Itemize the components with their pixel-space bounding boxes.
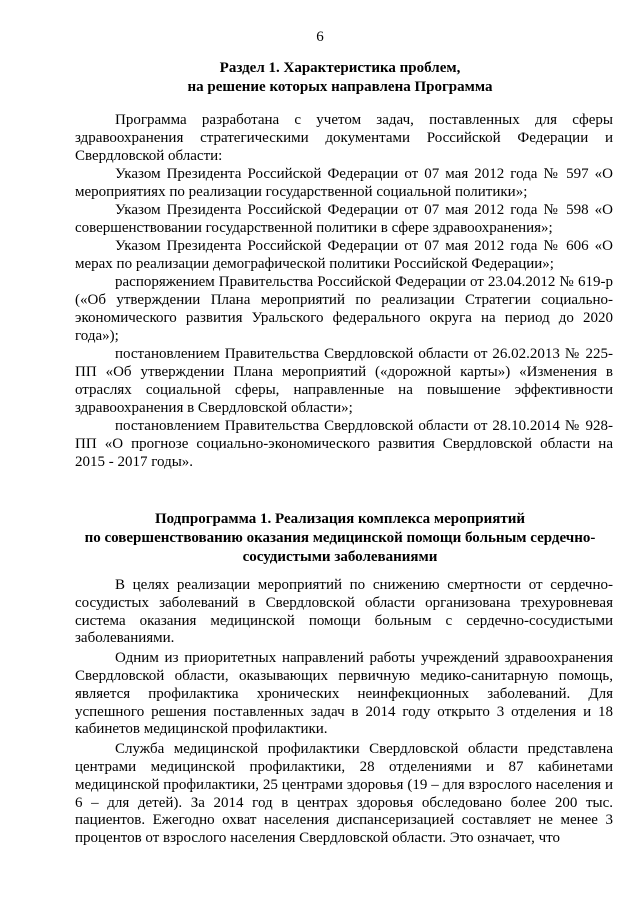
- paragraph: Служба медицинской профилактики Свердловской области представлена центрами медицинской профилактики, 28 отделениями и 87 кабинетами медицинской профилактики, 25 центрами здоровья (19 – для взрослого населения и 6 – для детей). За 2014 год в центрах здоровья обследовано более 200 тыс. пациентов. Ежегодно охват населения диспансеризацией составляет не менее 3 процентов от взрослого населения Свердловской области. Это означает, что: [75, 741, 613, 847]
- subprogram-1-body: [75, 577, 613, 848]
- paragraph: Указом Президента Российской Федерации от 07 мая 2012 года № 606 «О мерах по реализации демографической политики Российской Федерации»;: [75, 238, 613, 272]
- paragraph: Указом Президента Российской Федерации от 07 мая 2012 года № 597 «О мероприятиях по реализации государственной социальной политики»;: [75, 166, 613, 200]
- page-number: 6: [316, 29, 324, 45]
- paragraph: постановлением Правительства Свердловской области от 26.02.2013 № 225-ПП «Об утверждении Плана мероприятий («дорожной карты») «Изменения в отраслях социальной сферы, направленные на повышение эффективности здравоохранения в Свердловской области»;: [75, 346, 613, 416]
- paragraph: Программа разработана с учетом задач, поставленных для сферы здравоохранения стратегическими документами Российской Федерации и Свердловской области:: [75, 112, 613, 164]
- section-1-title-line-2: на решение которых направлена Программа: [187, 79, 493, 95]
- subprogram-1-title-line-3: сосудистыми заболеваниями: [242, 549, 438, 565]
- paragraph: Указом Президента Российской Федерации от 07 мая 2012 года № 598 «О совершенствовании государственной политики в сфере здравоохранения»;: [75, 202, 613, 236]
- paragraph: распоряжением Правительства Российской Федерации от 23.04.2012 № 619-р («Об утверждении Плана мероприятий по реализации Стратегии социально-экономического развития Уральского федерального округа на период до 2020 года»);: [75, 274, 613, 344]
- subprogram-1-title-line-2: по совершенствованию оказания медицинской помощи больным сердечно-: [84, 530, 596, 546]
- section-1-body: [75, 111, 613, 471]
- paragraph: постановлением Правительства Свердловской области от 28.10.2014 № 928-ПП «О прогнозе социально-экономического развития Свердловской области на 2015 - 2017 годы».: [75, 418, 613, 470]
- paragraph: В целях реализации мероприятий по снижению смертности от сердечно-сосудистых заболеваний в Свердловской области организована трехуровневая система оказания медицинской помощи больным с сердечно-сосудистыми заболеваниями.: [75, 577, 613, 647]
- section-1-heading: [60, 59, 620, 97]
- section-1-title-line-1: Раздел 1. Характеристика проблем,: [219, 60, 461, 76]
- subprogram-1-heading: [60, 510, 620, 567]
- paragraph: Одним из приоритетных направлений работы учреждений здравоохранения Свердловской области, оказывающих первичную медико-санитарную помощь, является профилактика хронических неинфекционных заболеваний. Для успешного решения поставленных задач в 2014 году открыто 3 отделения и 18 кабинетов медицинской профилактики.: [75, 650, 613, 738]
- subprogram-1-title-line-1: Подпрограмма 1. Реализация комплекса мероприятий: [154, 511, 526, 527]
